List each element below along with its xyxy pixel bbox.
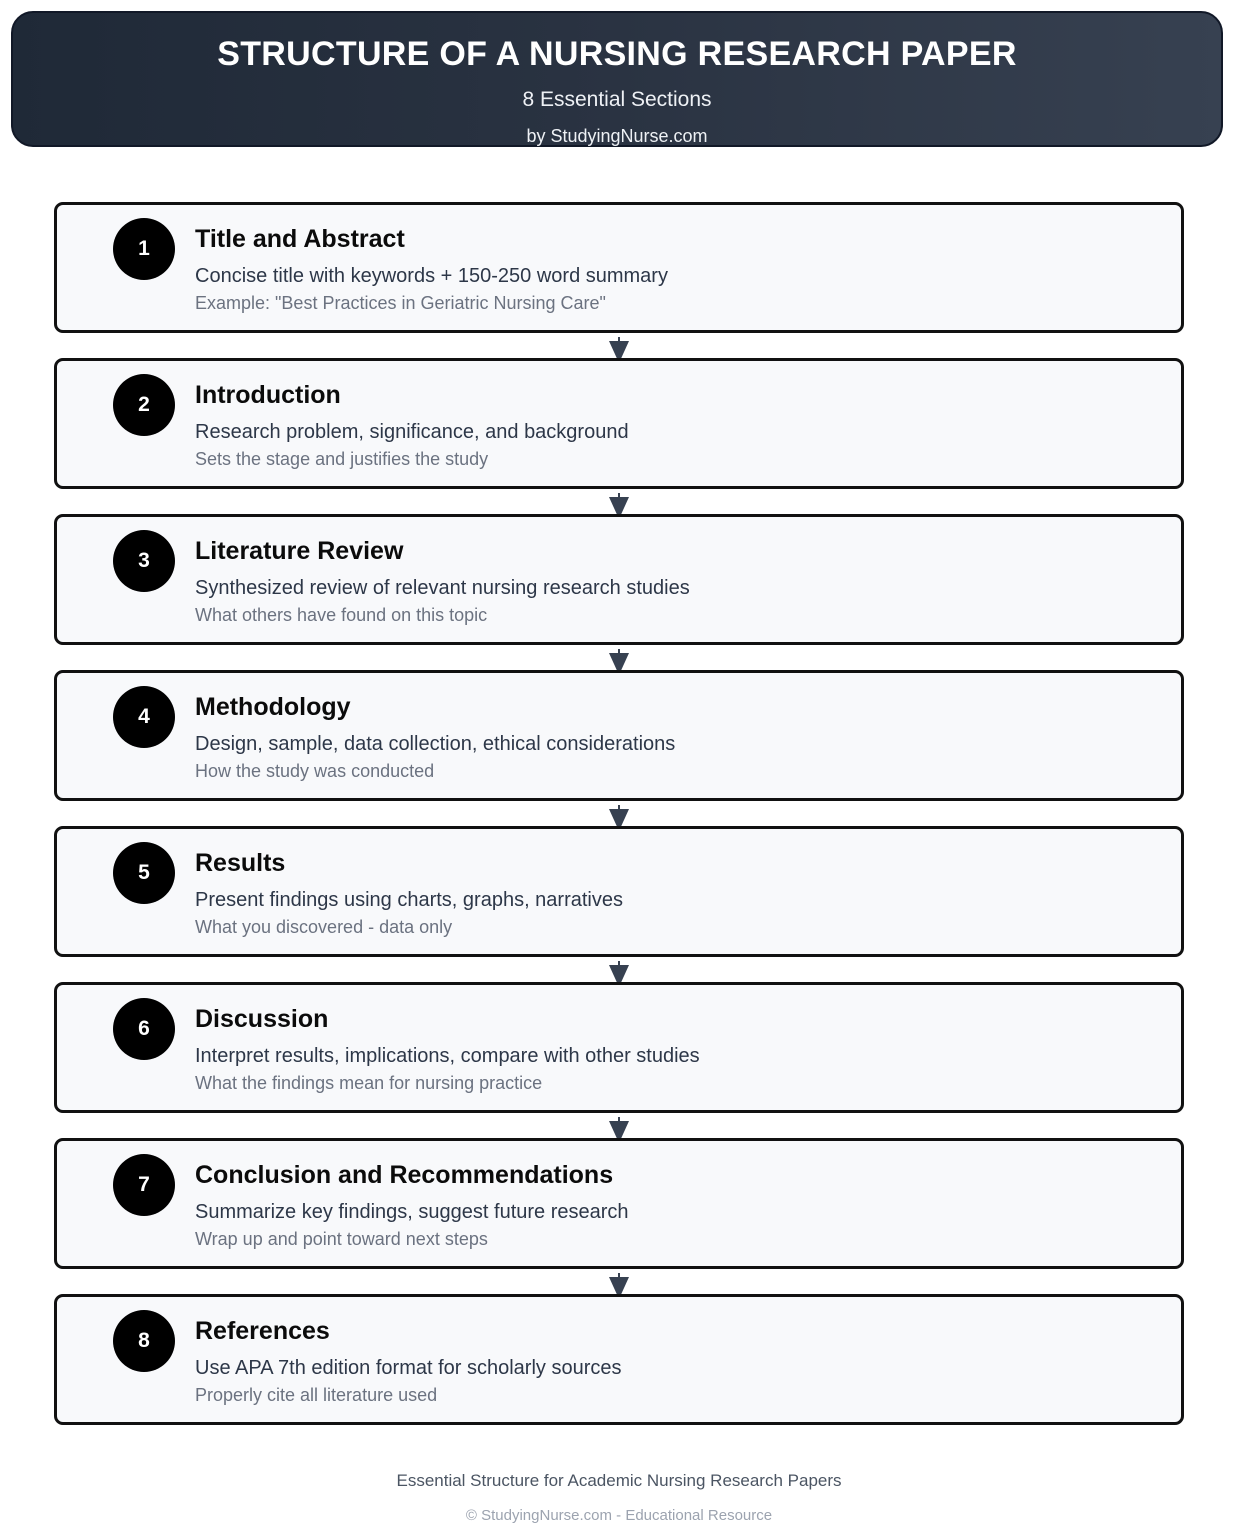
section-title: Literature Review [195,537,404,565]
section-note: Properly cite all literature used [195,1385,438,1405]
section-card-8 [54,1294,1184,1425]
section-description: Concise title with keywords + 150-250 word summary [195,265,668,287]
section-card-7 [54,1138,1184,1269]
section-card-2 [54,358,1184,489]
section-note: What others have found on this topic [195,605,488,625]
section-note: How the study was conducted [195,761,435,781]
section-note: Sets the stage and justifies the study [195,449,489,469]
section-title: Results [195,849,286,877]
section-note: What the findings mean for nursing practice [195,1073,543,1093]
section-description: Summarize key findings, suggest future research [195,1201,629,1223]
section-card-6 [54,982,1184,1113]
step-number-badge: 4 [113,686,175,748]
page-title: STRUCTURE OF A NURSING RESEARCH PAPER [217,35,1017,73]
step-number-badge: 3 [113,530,175,592]
section-title: Discussion [195,1005,329,1033]
step-number-badge: 5 [113,842,175,904]
section-description: Present findings using charts, graphs, narratives [195,889,623,911]
section-description: Synthesized review of relevant nursing research studies [195,577,690,599]
section-description: Interpret results, implications, compare with other studies [195,1045,700,1067]
section-title: References [195,1317,330,1345]
section-title: Title and Abstract [195,225,405,253]
footer-caption: Essential Structure for Academic Nursing Research Papers [396,1471,842,1490]
section-title: Methodology [195,693,351,721]
section-description: Use APA 7th edition format for scholarly sources [195,1357,622,1379]
section-title: Introduction [195,381,341,409]
section-description: Design, sample, data collection, ethical considerations [195,733,676,755]
step-number-badge: 1 [113,218,175,280]
step-number-badge: 6 [113,998,175,1060]
section-description: Research problem, significance, and background [195,421,629,443]
section-card-4 [54,670,1184,801]
header-banner [11,11,1223,147]
page-subtitle: 8 Essential Sections [522,88,712,111]
section-card-1 [54,202,1184,333]
section-note: Example: "Best Practices in Geriatric Nursing Care" [195,293,606,313]
step-number-badge: 8 [113,1310,175,1372]
section-card-5 [54,826,1184,957]
section-note: Wrap up and point toward next steps [195,1229,488,1249]
step-number-badge: 2 [113,374,175,436]
footer-copyright: © StudyingNurse.com - Educational Resource [465,1507,773,1524]
step-number-badge: 7 [113,1154,175,1216]
section-title: Conclusion and Recommendations [195,1161,614,1189]
section-note: What you discovered - data only [195,917,453,937]
section-card-3 [54,514,1184,645]
byline: by StudyingNurse.com [526,126,708,146]
